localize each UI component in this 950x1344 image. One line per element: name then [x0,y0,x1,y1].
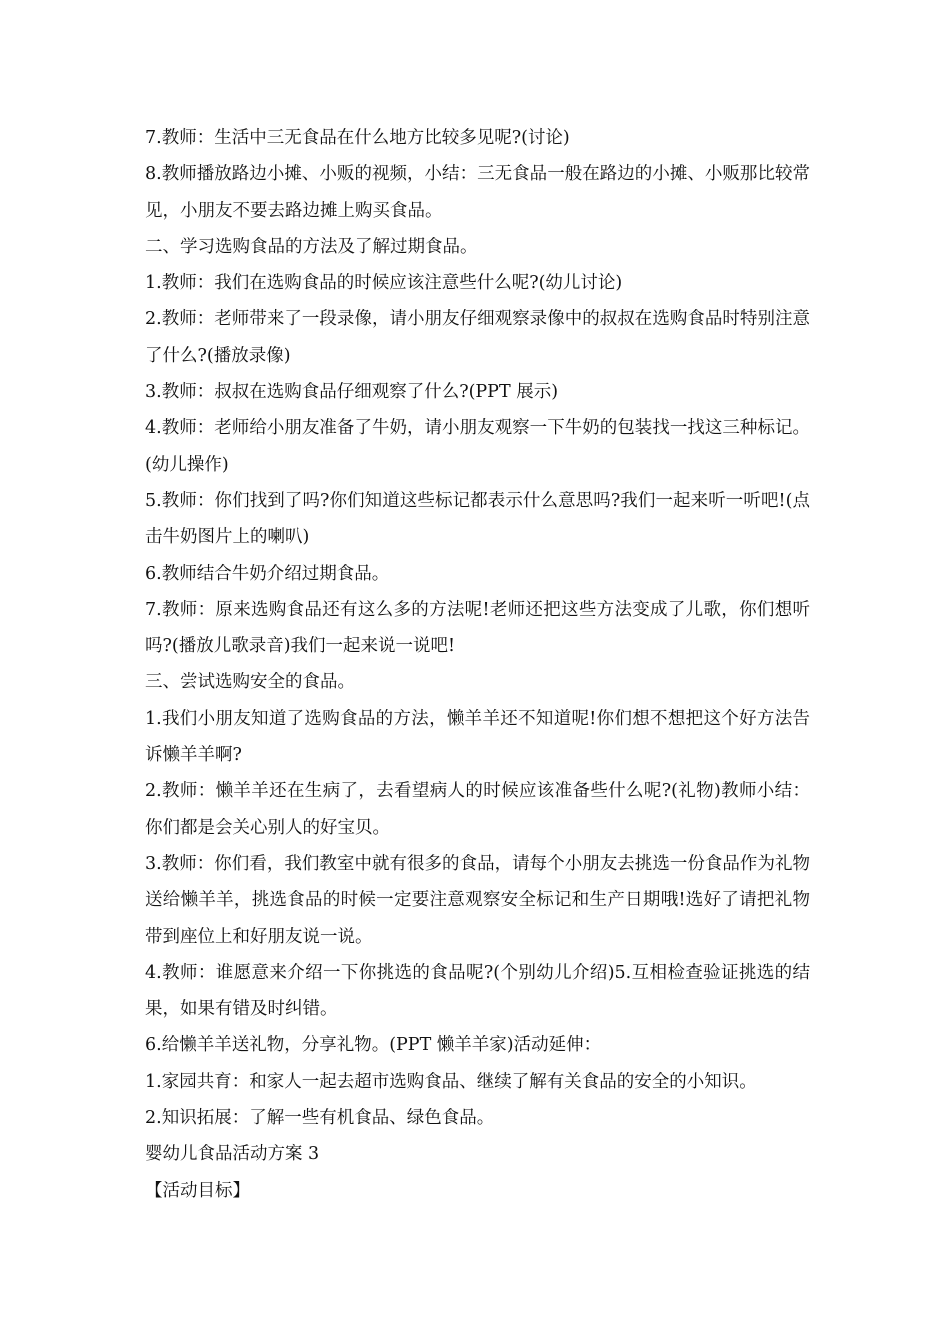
section-heading: 三、尝试选购安全的食品。 [145,672,355,693]
paragraph: 3.教师：叔叔在选购食品仔细观察了什么?(PPT 展示) [145,382,559,403]
paragraph: 4.教师：老师给小朋友准备了牛奶，请小朋友观察一下牛奶的包装找一找这三种标记。(幼儿操作) [145,418,810,475]
paragraph: 1.我们小朋友知道了选购食品的方法，懒羊羊还不知道呢!你们想不想把这个好方法告诉懒羊羊啊? [145,708,810,766]
document-title: 婴幼儿食品活动方案 3 [145,1144,320,1165]
paragraph: 7.教师：生活中三无食品在什么地方比较多见呢?(讨论) [145,128,570,148]
paragraph: 2.教师：老师带来了一段录像，请小朋友仔细观察录像中的叔叔在选购食品时特别注意了什么?(播放录像) [145,309,810,366]
section-heading: 二、学习选购食品的方法及了解过期食品。 [145,236,478,257]
paragraph: 1.家园共育：和家人一起去超市选购食品、继续了解有关食品的安全的小知识。 [145,1071,757,1092]
paragraph: 2.知识拓展：了解一些有机食品、绿色食品。 [145,1108,495,1129]
paragraph: 5.教师：你们找到了吗?你们知道这些标记都表示什么意思吗?我们一起来听一听吧!(点击牛奶图片上的喇叭) [145,490,810,548]
paragraph: 7.教师：原来选购食品还有这么多的方法呢!老师还把这些方法变成了儿歌，你们想听吗?(播放儿歌录音)我们一起来说一说吧! [145,599,810,657]
paragraph: 3.教师：你们看，我们教室中就有很多的食品，请每个小朋友去挑选一份食品作为礼物送给懒羊羊，挑选食品的时候一定要注意观察安全标记和生产日期哦!选好了请把礼物带到座位上和好朋友说一说。 [145,853,810,947]
paragraph: 4.教师：谁愿意来介绍一下你挑选的食品呢?(个别幼儿介绍)5.互相检查验证挑选的结果，如果有错及时纠错。 [145,962,810,1020]
paragraph: 2.教师：懒羊羊还在生病了，去看望病人的时候应该准备些什么呢?(礼物)教师小结：你们都是会关心别人的好宝贝。 [145,781,810,838]
section-heading: 【活动目标】 [145,1180,250,1201]
paragraph: 8.教师播放路边小摊、小贩的视频，小结：三无食品一般在路边的小摊、小贩那比较常见，小朋友不要去路边摊上购买食品。 [145,164,810,221]
paragraph: 6.教师结合牛奶介绍过期食品。 [145,563,390,584]
document-body [145,120,810,1209]
paragraph: 1.教师：我们在选购食品的时候应该注意些什么呢?(幼儿讨论) [145,273,623,294]
paragraph: 6.给懒羊羊送礼物，分享礼物。(PPT 懒羊羊家)活动延伸： [145,1035,602,1056]
